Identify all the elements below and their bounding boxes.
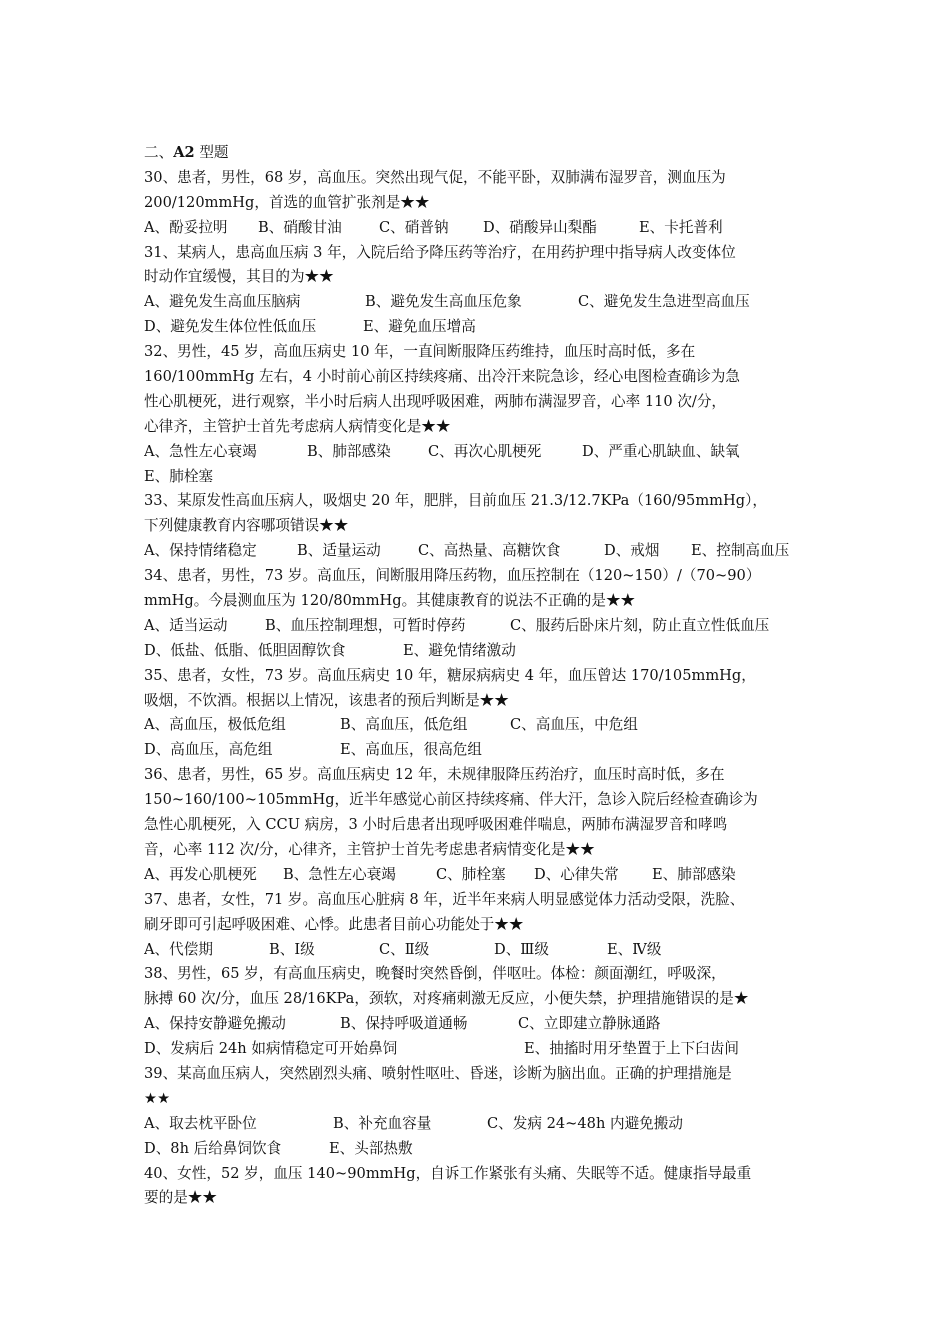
question-32-option-e: E、肺栓塞 (144, 467, 214, 485)
question-32-stem-line: 32、男性，45 岁，高血压病史 10 年，一直间断服降压药维持，血压时高时低，多在 (144, 343, 696, 361)
option-d: D、低盐、低脂、低胆固醇饮食 (144, 641, 346, 659)
option-e: E、Ⅳ级 (607, 940, 662, 958)
question-40-stem-line: 40、女性，52 岁，血压 140~90mmHg，自诉工作紧张有头痛、失眠等不适。健康指导最重 (144, 1164, 752, 1182)
question-37-options (144, 938, 812, 963)
question-34-stem-line: mmHg。今晨测血压为 120/80mmHg。其健康教育的说法不正确的是★★ (144, 592, 636, 610)
section-suffix: 型题 (194, 144, 229, 161)
question-34-stem-line: 34、患者，男性，73 岁。高血压，间断服用降压药物，血压控制在（120~150）/（70~90） (144, 567, 761, 585)
option-d: D、8h 后给鼻饲饮食 (144, 1139, 282, 1157)
question-36-options (144, 863, 812, 888)
option-b: B、补充血容量 (333, 1114, 432, 1132)
question-39-options (144, 1112, 812, 1137)
option-b: B、硝酸甘油 (258, 218, 342, 236)
question-36-stem-line: 36、患者，男性，65 岁。高血压病史 12 年，未规律服降压药治疗，血压时高时低，多在 (144, 766, 725, 784)
question-38-stem-line: 脉搏 60 次/分，血压 28/16KPa，颈软，对疼痛刺激无反应，小便失禁，护理措施错误的是★ (144, 990, 749, 1008)
question-33-stem-line: 33、某原发性高血压病人，吸烟史 20 年，肥胖，目前血压 21.3/12.7KPa（160/95mmHg）， (144, 492, 767, 510)
option-e: E、肺部感染 (652, 865, 736, 883)
question-33-stem-line: 下列健康教育内容哪项错误★★ (144, 517, 349, 535)
option-d: D、硝酸异山梨酯 (483, 218, 597, 236)
option-e: E、卡托普利 (639, 218, 723, 236)
option-d: D、戒烟 (604, 542, 660, 560)
option-d: D、避免发生体位性低血压 (144, 318, 317, 336)
option-e: E、避免情绪激动 (403, 641, 516, 659)
option-a: A、急性左心衰竭 (144, 442, 257, 460)
question-38-options (144, 1037, 812, 1062)
option-b: B、肺部感染 (307, 442, 391, 460)
option-c: C、硝普钠 (379, 218, 449, 236)
option-c: C、Ⅱ级 (379, 940, 430, 958)
question-33-options (144, 539, 812, 564)
option-a: A、代偿期 (144, 940, 213, 958)
question-40-stem-line: 要的是★★ (144, 1189, 217, 1207)
option-b: B、Ⅰ级 (269, 940, 315, 958)
option-a: A、避免发生高血压脑病 (144, 293, 301, 311)
question-37-stem-line: 37、患者，女性，71 岁。高血压心脏病 8 年，近半年来病人明显感觉体力活动受限，洗脸、 (144, 890, 745, 908)
section-prefix: 二、 (144, 144, 174, 161)
option-c: C、高血压，中危组 (510, 716, 638, 734)
question-39-stem-line: 39、某高血压病人，突然剧烈头痛、喷射性呕吐、昏迷，诊断为脑出血。正确的护理措施是 (144, 1064, 732, 1082)
question-35-options (144, 738, 812, 763)
question-31-stem-line: 31、某病人，患高血压病 3 年，入院后给予降压药等治疗，在用药护理中指导病人改变体位 (144, 243, 736, 261)
option-d: D、发病后 24h 如病情稳定可开始鼻饲 (144, 1040, 398, 1058)
option-e: E、控制高血压 (691, 542, 790, 560)
question-31-stem-line: 时动作宜缓慢，其目的为★★ (144, 268, 334, 286)
question-32-stem-line: 性心肌梗死，进行观察，半小时后病人出现呼吸困难，两肺布满湿罗音，心率 110 次/分， (144, 392, 727, 410)
question-35-options (144, 713, 812, 738)
question-35-stem-line: 35、患者，女性，73 岁。高血压病史 10 年，糖尿病病史 4 年，血压曾达 170/105mmHg， (144, 666, 756, 684)
option-a: A、保持安静避免搬动 (144, 1015, 286, 1033)
question-39-stem-line: ★★ (144, 1089, 171, 1107)
option-c: C、高热量、高糖饮食 (418, 542, 561, 560)
option-a: A、酚妥拉明 (144, 218, 228, 236)
option-e: E、头部热敷 (329, 1139, 413, 1157)
question-36-stem-line: 急性心肌梗死，入 CCU 病房，3 小时后患者出现呼吸困难伴喘息，两肺布满湿罗音和哮鸣 (144, 816, 728, 834)
option-a: A、高血压，极低危组 (144, 716, 286, 734)
option-b: B、高血压，低危组 (340, 716, 468, 734)
option-d: D、Ⅲ级 (494, 940, 549, 958)
option-d: D、高血压，高危组 (144, 741, 273, 759)
option-e: E、抽搐时用牙垫置于上下臼齿间 (524, 1040, 739, 1058)
option-a: A、保持情绪稳定 (144, 542, 257, 560)
question-32-stem-line: 160/100mmHg 左右，4 小时前心前区持续疼痛、出冷汗来院急诊，经心电图检查确诊为急 (144, 368, 740, 386)
option-c: C、立即建立静脉通路 (518, 1015, 661, 1033)
option-b: B、急性左心衰竭 (283, 865, 396, 883)
question-list (144, 141, 812, 1211)
question-37-stem-line: 刷牙即可引起呼吸困难、心悸。此患者目前心功能处于★★ (144, 915, 524, 933)
question-34-options (144, 614, 812, 639)
option-d: D、心律失常 (534, 865, 619, 883)
question-32-stem-line: 心律齐，主管护士首先考虑病人病情变化是★★ (144, 417, 451, 435)
question-30-stem-line: 200/120mmHg，首选的血管扩张剂是★★ (144, 193, 430, 211)
option-b: B、保持呼吸道通畅 (340, 1015, 468, 1033)
option-a: A、再发心肌梗死 (144, 865, 257, 883)
option-b: B、血压控制理想，可暂时停药 (265, 616, 466, 634)
section-code: A2 (173, 144, 195, 161)
option-c: C、发病 24~48h 内避免搬动 (487, 1114, 683, 1132)
question-34-options (144, 639, 812, 664)
question-38-options (144, 1012, 812, 1037)
option-b: B、避免发生高血压危象 (365, 293, 522, 311)
option-c: C、服药后卧床片刻，防止直立性低血压 (510, 616, 770, 634)
question-36-stem-line: 音，心率 112 次/分，心律齐，主管护士首先考虑患者病情变化是★★ (144, 840, 595, 858)
question-31-options (144, 315, 812, 340)
option-a: A、适当运动 (144, 616, 228, 634)
question-31-options (144, 290, 812, 315)
question-39-options (144, 1137, 812, 1162)
question-32-options (144, 440, 812, 465)
question-36-stem-line: 150~160/100~105mmHg，近半年感觉心前区持续疼痛、伴大汗，急诊入院后经检查确诊为 (144, 791, 758, 809)
option-a: A、取去枕平卧位 (144, 1114, 257, 1132)
question-38-stem-line: 38、男性，65 岁，有高血压病史，晚餐时突然昏倒，伴呕吐。体检：颜面潮红，呼吸深， (144, 965, 726, 983)
option-c: C、避免发生急进型高血压 (578, 293, 750, 311)
option-c: C、再次心肌梗死 (428, 442, 542, 460)
section-heading (144, 141, 812, 166)
question-35-stem-line: 吸烟，不饮酒。根据以上情况，该患者的预后判断是★★ (144, 691, 509, 709)
option-c: C、肺栓塞 (436, 865, 506, 883)
question-30-stem-line: 30、患者，男性，68 岁，高血压。突然出现气促，不能平卧，双肺满布湿罗音，测血压为 (144, 168, 726, 186)
option-e: E、高血压，很高危组 (340, 741, 482, 759)
option-b: B、适量运动 (297, 542, 381, 560)
question-30-options (144, 216, 812, 241)
option-d: D、严重心肌缺血、缺氧 (582, 442, 740, 460)
option-e: E、避免血压增高 (363, 318, 476, 336)
